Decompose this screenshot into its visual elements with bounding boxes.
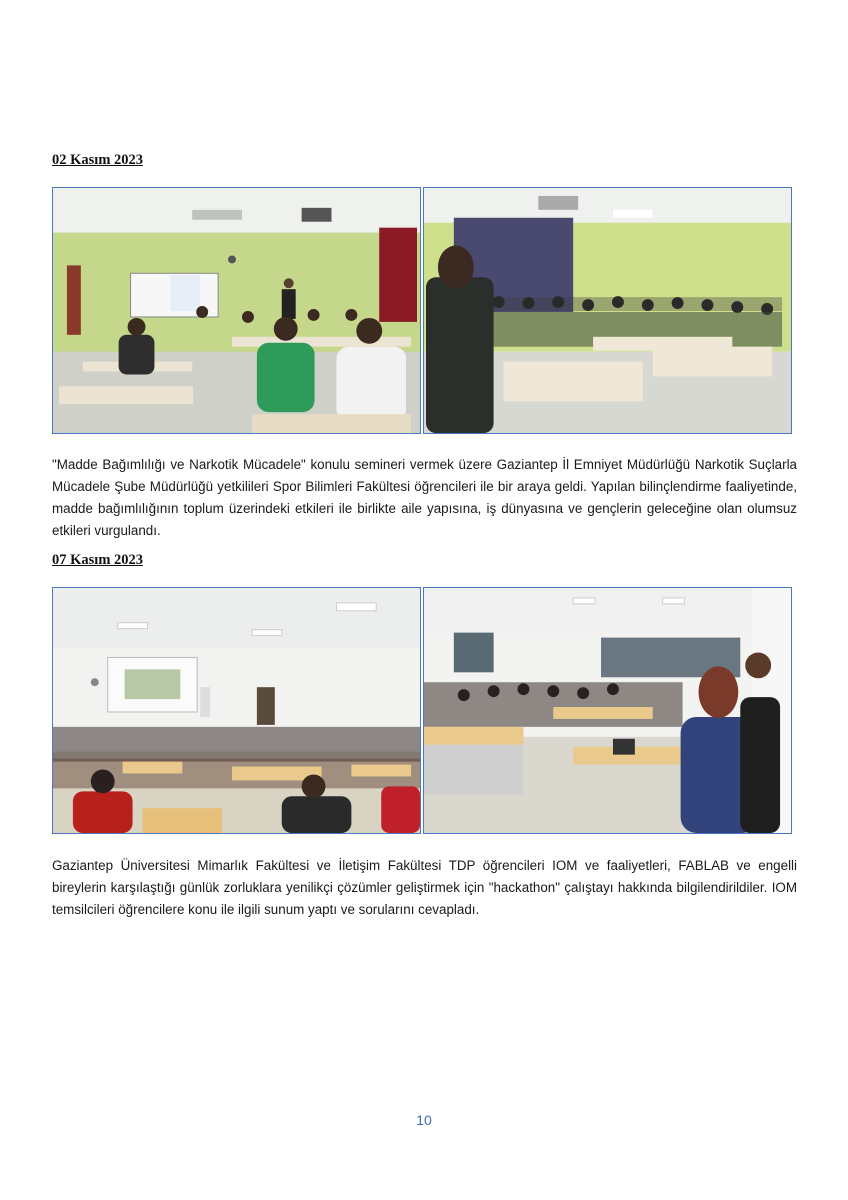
seminar-photo-classroom-front bbox=[52, 187, 421, 434]
section-paragraph: Gaziantep Üniversitesi Mimarlık Fakültesi ve İletişim Fakültesi TDP öğrencileri IOM ve faaliyetleri, FABLAB ve engelli bireylerin karşılaştığı günlük zorluklara yenilikçi çözümler geliştirmek için "hackathon" çalıştayı hakkında bilgilendirildiler. IOM temsilcileri öğrencilere konu ile ilgili sunum yaptı ve sorularını cevapladı. bbox=[52, 858, 797, 917]
section-date: 02 Kasım 2023 bbox=[52, 152, 144, 168]
section-date: 07 Kasım 2023 bbox=[52, 552, 144, 568]
section-paragraph: "Madde Bağımlılığı ve Narkotik Mücadele" konulu semineri vermek üzere Gaziantep İl Emniyet Müdürlüğü Narkotik Suçlarla Mücadele Şube Müdürlüğü yetkilileri Spor Bilimleri Fakültesi öğrencileri ile bir araya geldi. Yapılan bilinçlendirme faaliyetinde, madde bağımlılığının toplum üzerindeki etkileri ile birlikte aile yapısına, iş dünyasına ve gençlerin geleceğine olan olumsuz etkileri vurgulandı. bbox=[52, 457, 797, 538]
lecture-photo-hall-back bbox=[52, 587, 421, 834]
lecture-photo-presenter bbox=[423, 587, 792, 834]
seminar-photo-students-seated bbox=[423, 187, 792, 434]
page-number: 10 bbox=[416, 1112, 432, 1128]
